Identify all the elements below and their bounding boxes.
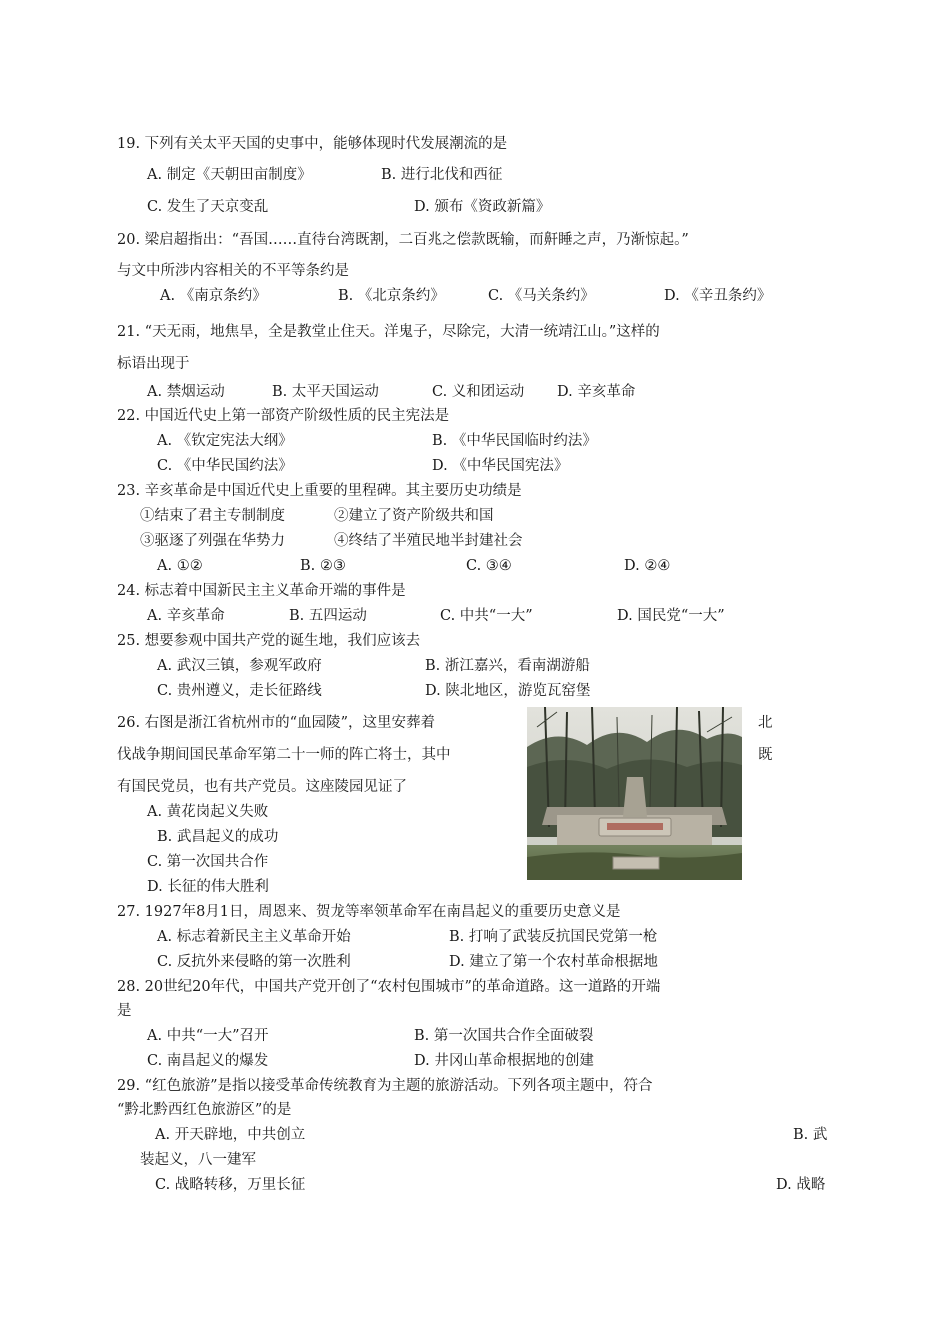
q28-option-d: D. 井冈山革命根据地的创建 — [414, 1053, 594, 1069]
q28-option-a: A. 中共“一大”召开 — [147, 1028, 269, 1044]
q25-option-b: B. 浙江嘉兴，看南湖游船 — [425, 658, 590, 674]
q28-option-b: B. 第一次国共合作全面破裂 — [414, 1028, 594, 1044]
q24-stem: 24. 标志着中国新民主主义革命开端的事件是 — [117, 583, 406, 599]
q19-option-c: C. 发生了天京变乱 — [147, 199, 269, 215]
q27-option-b: B. 打响了武装反抗国民党第一枪 — [449, 929, 658, 945]
q19-option-d: D. 颁布《资政新篇》 — [414, 199, 551, 215]
q23-stem: 23. 辛亥革命是中国近代史上重要的里程碑。其主要历史功绩是 — [117, 483, 522, 499]
q25-option-d: D. 陕北地区，游览瓦窑堡 — [425, 683, 591, 699]
q19-option-b: B. 进行北伐和西征 — [381, 167, 503, 183]
q26-option-d: D. 长征的伟大胜利 — [147, 879, 269, 895]
q26-stem-line2: 伐战争期间国民革命军第二十一师的阵亡将士，其中 — [117, 747, 451, 763]
q23-statement-3: ③驱逐了列强在华势力 — [140, 533, 285, 549]
q24-option-d: D. 国民党“一大” — [617, 608, 725, 624]
q23-option-a: A. ①② — [157, 558, 203, 574]
q19-stem: 19. 下列有关太平天国的史事中，能够体现时代发展潮流的是 — [117, 136, 508, 152]
q28-stem-line1: 28. 20世纪20年代，中国共产党开创了“农村包围城市”的革命道路。这一道路的开端 — [117, 979, 661, 995]
q26-stem-line1: 26. 右图是浙江省杭州市的“血园陵”，这里安葬着 — [117, 715, 435, 731]
q20-option-b: B. 《北京条约》 — [338, 288, 445, 304]
q29-option-d-start: D. 战略 — [776, 1177, 826, 1193]
q27-option-c: C. 反抗外来侵略的第一次胜利 — [157, 954, 351, 970]
q25-option-c: C. 贵州遵义，走长征路线 — [157, 683, 322, 699]
q26-stem-line2-end: 既 — [758, 747, 773, 763]
q29-stem-line1: 29. “红色旅游”是指以接受革命传统教育为主题的旅游活动。下列各项主题中，符合 — [117, 1078, 653, 1094]
q24-option-a: A. 辛亥革命 — [147, 608, 225, 624]
q25-stem: 25. 想要参观中国共产党的诞生地，我们应该去 — [117, 633, 421, 649]
q29-option-a: A. 开天辟地，中共创立 — [155, 1127, 306, 1143]
q20-stem-line2: 与文中所涉内容相关的不平等条约是 — [117, 263, 349, 279]
q19-option-a: A. 制定《天朝田亩制度》 — [147, 167, 312, 183]
q27-option-a: A. 标志着新民主主义革命开始 — [157, 929, 351, 945]
q29-option-b-continued: 装起义，八一建军 — [140, 1152, 256, 1168]
q20-option-a: A. 《南京条约》 — [160, 288, 267, 304]
q21-option-c: C. 义和团运动 — [432, 384, 525, 400]
q26-stem-line3: 有国民党员，也有共产党员。这座陵园见证了 — [117, 779, 407, 795]
q29-stem-line2: “黔北黔西红色旅游区”的是 — [117, 1102, 292, 1118]
q23-statement-2: ②建立了资产阶级共和国 — [334, 508, 494, 524]
q28-stem-line2: 是 — [117, 1003, 132, 1019]
q23-option-c: C. ③④ — [466, 558, 512, 574]
q28-option-c: C. 南昌起义的爆发 — [147, 1053, 269, 1069]
q22-stem: 22. 中国近代史上第一部资产阶级性质的民主宪法是 — [117, 408, 450, 424]
q27-option-d: D. 建立了第一个农村革命根据地 — [449, 954, 658, 970]
q29-option-b-start: B. 武 — [793, 1127, 828, 1143]
q26-option-b: B. 武昌起义的成功 — [157, 829, 279, 845]
q22-option-a: A. 《钦定宪法大纲》 — [157, 433, 293, 449]
q21-stem-line1: 21. “天无雨，地焦旱，全是教堂止住天。洋鬼子，尽除完，大清一统靖江山。”这样的 — [117, 324, 660, 340]
q26-option-a: A. 黄花岗起义失败 — [147, 804, 269, 820]
q27-stem: 27. 1927年8月1日，周恩来、贺龙等率领革命军在南昌起义的重要历史意义是 — [117, 904, 621, 920]
q21-option-a: A. 禁烟运动 — [147, 384, 225, 400]
q22-option-c: C. 《中华民国约法》 — [157, 458, 293, 474]
q20-stem-line1: 20. 梁启超指出：“吾国……直待台湾既割，二百兆之偿款既输，而鼾睡之声，乃渐惊起。” — [117, 232, 689, 248]
q22-option-b: B. 《中华民国临时约法》 — [432, 433, 597, 449]
q21-option-d: D. 辛亥革命 — [557, 384, 636, 400]
q21-stem-line2: 标语出现于 — [117, 356, 190, 372]
q24-option-b: B. 五四运动 — [289, 608, 367, 624]
q24-option-c: C. 中共“一大” — [440, 608, 533, 624]
q26-stem-line1-end: 北 — [758, 715, 773, 731]
q22-option-d: D. 《中华民国宪法》 — [432, 458, 569, 474]
q20-option-d: D. 《辛丑条约》 — [664, 288, 772, 304]
q21-option-b: B. 太平天国运动 — [272, 384, 379, 400]
q23-statement-1: ①结束了君主专制制度 — [140, 508, 285, 524]
q23-statement-4: ④终结了半殖民地半封建社会 — [334, 533, 523, 549]
q23-option-d: D. ②④ — [624, 558, 671, 574]
q23-option-b: B. ②③ — [300, 558, 346, 574]
q29-option-c: C. 战略转移，万里长征 — [155, 1177, 306, 1193]
memorial-photo-icon — [527, 707, 742, 880]
q25-option-a: A. 武汉三镇，参观军政府 — [157, 658, 322, 674]
q26-option-c: C. 第一次国共合作 — [147, 854, 269, 870]
q20-option-c: C. 《马关条约》 — [488, 288, 595, 304]
